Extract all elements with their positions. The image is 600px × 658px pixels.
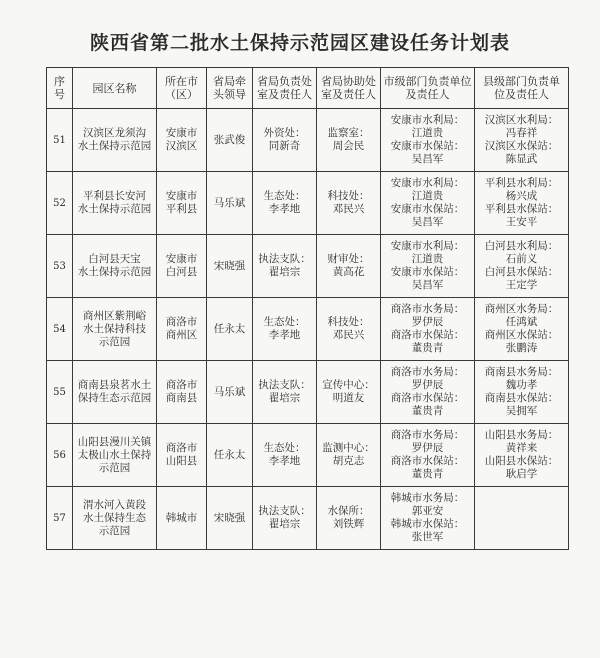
cell-lead-office	[253, 235, 317, 298]
cell-county-dept-line: 冯春祥	[505, 127, 538, 139]
header-leader	[207, 68, 253, 109]
cell-county-dept-line: 陈显武	[505, 153, 538, 165]
cell-county-dept-line: 王安平	[505, 216, 538, 228]
cell-assist-office-line: 周会民	[332, 140, 365, 152]
cell-park-name-line: 保持生态示范园	[77, 392, 152, 404]
cell-park-name	[73, 424, 157, 487]
table-row	[47, 361, 569, 424]
cell-city-dept	[381, 109, 475, 172]
cell-lead-office-line: 执法支队：	[258, 253, 311, 265]
cell-county-dept	[475, 172, 569, 235]
header-assist-office-line: 省局协助处	[321, 75, 376, 88]
cell-park-name-line: 太极山水土保持	[77, 448, 152, 461]
header-seq-line: 号	[54, 88, 65, 101]
cell-assist-office	[317, 361, 381, 424]
header-city-dept-line: 及责任人	[405, 88, 450, 101]
cell-lead-office-line: 生态处：	[263, 316, 306, 328]
cell-city-dept-line: 韩城市水务局：	[390, 492, 465, 504]
cell-county-dept-line: 石前义	[505, 253, 538, 265]
cell-city-dept-line: 郭亚安	[411, 505, 444, 517]
cell-lead-office-line: 李孝地	[268, 203, 301, 215]
table-row	[47, 235, 569, 298]
cell-lead-office-line: 执法支队：	[258, 505, 311, 517]
cell-city-dept-line: 安康市水保站：	[390, 203, 465, 215]
cell-county-dept	[475, 109, 569, 172]
cell-city-line: 商南县	[165, 392, 198, 404]
cell-county-dept	[475, 298, 569, 361]
cell-assist-office	[317, 235, 381, 298]
cell-park-name-line: 示范园	[98, 461, 131, 474]
cell-city	[157, 172, 207, 235]
cell-county-dept-line: 白河县水保站：	[484, 266, 559, 278]
cell-city-dept-line: 江道贵	[411, 253, 444, 265]
cell-city-dept-line: 董贵青	[411, 342, 444, 354]
cell-assist-office	[317, 424, 381, 487]
cell-park-name-line: 汉滨区龙须沟	[83, 127, 146, 139]
cell-city-dept	[381, 487, 475, 550]
table-row	[47, 424, 569, 487]
cell-leader	[207, 172, 253, 235]
cell-county-dept	[475, 235, 569, 298]
header-leader-line: 头领导	[213, 88, 246, 101]
cell-county-dept-line: 商州区水务局：	[484, 303, 559, 315]
cell-park-name-line: 水土保持示范园	[77, 140, 152, 152]
cell-city	[157, 235, 207, 298]
header-county-dept-line: 位及责任人	[494, 88, 549, 101]
cell-lead-office-line: 生态处：	[263, 190, 306, 202]
cell-city-dept-line: 罗伊辰	[411, 316, 444, 328]
cell-county-dept-line: 山阳县水务局：	[484, 429, 559, 441]
cell-leader-line: 马乐斌	[213, 385, 246, 398]
header-seq	[47, 68, 73, 109]
cell-park-name-line: 示范园	[98, 335, 131, 348]
cell-city-dept-line: 商洛市水务局：	[390, 429, 465, 441]
cell-lead-office-line: 李孝地	[268, 329, 301, 341]
cell-assist-office-line: 胡克志	[332, 455, 365, 467]
cell-lead-office-line: 外资处：	[263, 127, 306, 139]
cell-assist-office	[317, 109, 381, 172]
header-park-name-line: 园区名称	[92, 81, 137, 95]
header-assist-office-line: 室及责任人	[321, 88, 376, 101]
cell-lead-office-line: 执法支队：	[258, 379, 311, 391]
cell-park-name	[73, 172, 157, 235]
cell-leader	[207, 109, 253, 172]
cell-county-dept-line: 王定学	[505, 279, 538, 291]
cell-park-name	[73, 487, 157, 550]
table-row	[47, 298, 569, 361]
cell-county-dept-line: 耿启学	[505, 468, 538, 480]
cell-park-name	[73, 298, 157, 361]
cell-county-dept	[475, 487, 569, 550]
cell-city-dept-line: 吴昌军	[411, 216, 444, 228]
header-city-line: 所在市	[165, 75, 198, 88]
cell-county-dept-line: 商南县水保站：	[484, 392, 559, 404]
cell-county-dept-line: 魏功孝	[505, 379, 538, 391]
table-row	[47, 109, 569, 172]
cell-leader	[207, 487, 253, 550]
cell-county-dept-line: 山阳县水保站：	[484, 455, 559, 467]
cell-lead-office	[253, 298, 317, 361]
cell-assist-office-line: 科技处：	[327, 316, 370, 328]
table-body	[47, 109, 569, 550]
cell-county-dept-line: 任鸿斌	[505, 316, 538, 328]
cell-county-dept-line: 汉滨区水保站：	[484, 140, 559, 152]
cell-park-name	[73, 109, 157, 172]
cell-assist-office-line: 明道友	[332, 392, 365, 404]
cell-lead-office-line: 翟培宗	[268, 392, 301, 404]
cell-assist-office-line: 黄高花	[332, 266, 365, 278]
cell-county-dept-line: 白河县水利局：	[484, 240, 559, 252]
cell-city	[157, 109, 207, 172]
cell-lead-office	[253, 424, 317, 487]
header-county-dept	[475, 68, 569, 109]
cell-city-dept-line: 安康市水保站：	[390, 266, 465, 278]
cell-park-name-line: 平利县长安河	[83, 190, 146, 202]
cell-leader-line: 张武俊	[213, 133, 246, 146]
cell-county-dept-line: 平利县水保站：	[484, 203, 559, 215]
cell-seq: 54	[47, 298, 73, 361]
cell-park-name-line: 白河县天宝	[88, 253, 141, 265]
cell-city-dept-line: 商洛市水务局：	[390, 366, 465, 378]
cell-county-dept-line: 汉滨区水利局：	[484, 114, 559, 126]
cell-city-line: 白河县	[165, 266, 198, 278]
cell-park-name-line: 水土保持生态	[83, 511, 146, 524]
cell-lead-office-line: 翟培宗	[268, 266, 301, 278]
cell-city-dept-line: 安康市水利局：	[390, 114, 465, 126]
cell-assist-office	[317, 487, 381, 550]
cell-city-dept-line: 罗伊辰	[411, 379, 444, 391]
cell-city-dept-line: 韩城市水保站：	[390, 518, 465, 530]
cell-park-name-line: 山阳县漫川关镇	[77, 435, 152, 448]
cell-assist-office-line: 监测中心：	[322, 442, 375, 454]
cell-county-dept-line: 张鹏涛	[505, 342, 538, 354]
cell-city-line: 商洛市	[165, 379, 198, 391]
header-city	[157, 68, 207, 109]
cell-city-dept-line: 罗伊辰	[411, 442, 444, 454]
cell-park-name-line: 水土保持示范园	[77, 266, 152, 278]
cell-leader-line: 宋晓强	[213, 511, 246, 524]
cell-city-dept-line: 商洛市水保站：	[390, 329, 465, 341]
cell-leader-line: 任永太	[213, 322, 246, 335]
cell-city-dept-line: 安康市水利局：	[390, 240, 465, 252]
header-leader-line: 省局牵	[213, 75, 246, 88]
cell-lead-office-line: 李孝地	[268, 455, 301, 467]
cell-city-dept-line: 安康市水保站：	[390, 140, 465, 152]
cell-county-dept	[475, 424, 569, 487]
cell-city-dept-line: 吴昌军	[411, 153, 444, 165]
cell-assist-office-line: 宣传中心：	[322, 379, 375, 391]
cell-city	[157, 361, 207, 424]
cell-lead-office-line: 翟培宗	[268, 518, 301, 530]
cell-assist-office-line: 科技处：	[327, 190, 370, 202]
header-park-name	[73, 68, 157, 109]
cell-city-dept	[381, 424, 475, 487]
cell-city	[157, 424, 207, 487]
cell-assist-office-line: 邓民兴	[332, 203, 365, 215]
table-row	[47, 172, 569, 235]
header-assist-office	[317, 68, 381, 109]
cell-city-dept-line: 江道贵	[411, 190, 444, 202]
cell-city-line: 安康市	[165, 253, 198, 265]
cell-county-dept-line: 黄祥来	[505, 442, 538, 454]
cell-lead-office	[253, 487, 317, 550]
cell-leader	[207, 424, 253, 487]
cell-county-dept-line: 杨兴成	[505, 190, 538, 202]
cell-park-name-line: 示范园	[98, 524, 131, 537]
cell-park-name-line: 商南县泉茗水土	[77, 379, 152, 391]
plan-table	[46, 67, 569, 550]
cell-leader	[207, 298, 253, 361]
table-header-row	[47, 68, 569, 109]
cell-county-dept-line: 吴拥军	[505, 405, 538, 417]
cell-city-dept	[381, 361, 475, 424]
cell-lead-office-line: 同新奇	[268, 140, 301, 152]
cell-city-line: 平利县	[165, 203, 198, 215]
cell-city-dept	[381, 235, 475, 298]
cell-lead-office	[253, 109, 317, 172]
table-row	[47, 487, 569, 550]
cell-lead-office	[253, 361, 317, 424]
cell-park-name-line: 水土保持示范园	[77, 203, 152, 215]
header-county-dept-line: 县级部门负责单	[483, 75, 560, 88]
cell-seq: 51	[47, 109, 73, 172]
document-title: 陕西省第二批水土保持示范园区建设任务计划表	[89, 32, 510, 54]
cell-leader-line: 宋晓强	[213, 259, 246, 272]
cell-city	[157, 487, 207, 550]
header-lead-office-line: 室及责任人	[257, 88, 312, 101]
cell-lead-office	[253, 172, 317, 235]
cell-city-dept	[381, 172, 475, 235]
cell-assist-office-line: 邓民兴	[332, 329, 365, 341]
cell-leader-line: 任永太	[213, 448, 246, 461]
header-seq-line: 序	[54, 75, 65, 88]
cell-park-name-line: 渭水河入黄段	[83, 498, 146, 511]
cell-assist-office-line: 监察室：	[327, 127, 370, 139]
cell-city	[157, 298, 207, 361]
cell-seq: 56	[47, 424, 73, 487]
header-city-dept-line: 市级部门负责单位	[383, 75, 472, 88]
cell-seq: 57	[47, 487, 73, 550]
cell-city-dept-line: 张世军	[411, 531, 444, 543]
cell-city-line: 山阳县	[165, 455, 198, 467]
cell-city-line: 韩城市	[165, 511, 198, 524]
header-lead-office	[253, 68, 317, 109]
cell-assist-office-line: 刘铁辉	[332, 518, 365, 530]
cell-assist-office	[317, 172, 381, 235]
cell-county-dept-line: 平利县水利局：	[484, 177, 559, 189]
cell-city-dept-line: 商洛市水保站：	[390, 392, 465, 404]
cell-assist-office-line: 财审处：	[327, 253, 370, 265]
cell-park-name-line: 商州区紫荆峪	[83, 309, 146, 322]
cell-city-dept-line: 董贵青	[411, 405, 444, 417]
header-city-line: （区）	[165, 88, 198, 101]
cell-seq: 53	[47, 235, 73, 298]
cell-park-name	[73, 361, 157, 424]
cell-city-dept-line: 江道贵	[411, 127, 444, 139]
cell-park-name-line: 水土保持科技	[83, 322, 146, 335]
cell-county-dept-line: 商州区水保站：	[484, 329, 559, 341]
cell-city-dept	[381, 298, 475, 361]
cell-city-dept-line: 商洛市水保站：	[390, 455, 465, 467]
cell-city-line: 商洛市	[165, 316, 198, 328]
cell-city-dept-line: 吴昌军	[411, 279, 444, 291]
cell-city-line: 商洛市	[165, 442, 198, 454]
cell-park-name	[73, 235, 157, 298]
cell-seq: 52	[47, 172, 73, 235]
cell-lead-office-line: 生态处：	[263, 442, 306, 454]
header-lead-office-line: 省局负责处	[257, 75, 312, 88]
cell-city-line: 汉滨区	[165, 140, 198, 152]
cell-assist-office	[317, 298, 381, 361]
cell-seq: 55	[47, 361, 73, 424]
cell-city-line: 商州区	[165, 329, 198, 341]
cell-assist-office-line: 水保所：	[327, 505, 370, 517]
cell-city-dept-line: 安康市水利局：	[390, 177, 465, 189]
cell-leader	[207, 235, 253, 298]
cell-city-dept-line: 董贵青	[411, 468, 444, 480]
cell-city-dept-line: 商洛市水务局：	[390, 303, 465, 315]
cell-county-dept	[475, 361, 569, 424]
cell-leader	[207, 361, 253, 424]
cell-city-line: 安康市	[165, 127, 198, 139]
header-city-dept	[381, 68, 475, 109]
cell-county-dept-line: 商南县水务局：	[484, 366, 559, 378]
cell-leader-line: 马乐斌	[213, 196, 246, 209]
cell-city-line: 安康市	[165, 190, 198, 202]
